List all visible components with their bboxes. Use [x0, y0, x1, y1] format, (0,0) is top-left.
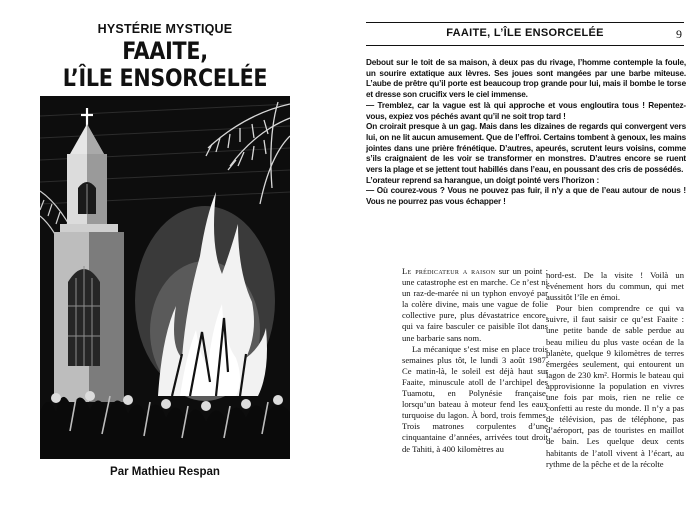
intro-paragraph: L’orateur reprend sa harangue, un doigt pointé vers l’horizon :: [366, 175, 600, 185]
title-line-2: L’ÎLE ENSORCELÉE: [62, 64, 268, 92]
body-paragraph: nord-est. De la visite ! Voilà un événement hors du commun, qui met aussitôt l’île en émoi.: [546, 270, 684, 303]
section-kicker: HYSTÉRIE MYSTIQUE: [97, 22, 233, 36]
running-header: [366, 22, 684, 46]
lead-in-rest: sur un point : une catastrophe est en marche. Ce n’est ni un raz-de-marée ni un typhon envoyé par la colère divine, mais une vague de folie collective pure, plus dévastatrice encore, qui va faire basculer ce paisible îlot dans une barbarie sans nom.: [402, 266, 548, 343]
intro-paragraph: On croirait presque à un gag. Mais dans les dizaines de regards qui convergent vers lui, on ne lit aucun amusement. Que de l’effroi. Certains tombent à genoux, les mains jointes dans une prière frénétique. D’autres, apeurés, scrutent leurs voisins, comme s’ils craignaient de les voir se transformer en monstres. D’autres encore se ruent vers la plage et se jettent tout habillés dans l’eau, en poussant des cris de possédés.: [366, 122, 686, 175]
author-byline: Par Mathieu Respan: [110, 466, 220, 478]
intro-text: [366, 58, 686, 208]
intro-paragraph: Debout sur le toit de sa maison, à deux pas du rivage, l’homme contemple la foule, un sourire extatique aux lèvres. Ses joues sont mangées par une barbe miteuse. L’aube de prêtre qu’il porte est beaucoup trop grande pour lui, mais il bombe le torse et dresse son crucifix vers le ciel immense.: [366, 58, 686, 100]
article-title: [58, 38, 273, 92]
intro-paragraph: — Tremblez, car la vague est là qui approche et vous engloutira tous ! Repentez-vous, expiez vos péchés avant qu’il ne soit trop tard !: [366, 100, 686, 121]
lead-in: Le prédicateur a raison: [402, 266, 496, 276]
page-number: 9: [676, 27, 682, 41]
body-paragraph: La mécanique s’est mise en place trois semaines plus tôt, le lundi 3 août 1987. Ce matin-là, le soleil est déjà haut sur Faaite, minuscule atoll de l’archipel des Tuamotu, en Polynésie française, lorsqu’un bateau à moteur fend les eaux turquoise du lagon. À bord, trois femmes. Trois matrones corpulentes d’une cinquantaine d’années, arrivées tout droit de Tahiti, à 400 kilomètres au: [402, 343, 548, 454]
title-line-1: FAAITE,: [122, 37, 208, 65]
body-column-1: [402, 266, 548, 455]
body-paragraph: [402, 266, 548, 344]
intro-paragraph: — Où courez-vous ? Vous ne pouvez pas fuir, il n’y a que de l’eau autour de nous ! Vous ne pourrez pas vous échapper !: [366, 186, 686, 207]
running-head-title: FAAITE, L’ÎLE ENSORCELÉE: [446, 27, 604, 39]
body-paragraph: Pour bien comprendre ce qui va suivre, il faut saisir ce qu’est Faaite : une petite bande de sable perdue au beau milieu du plus vaste océan de la planète, quelque 9 kilomètres de terres émergées seulement, qui entourent un lagon de 230 km². Hormis le bateau qui approvisionne la population en vivres une fois par mois, rien ne relie ce confetti au reste du monde. Il n’y a pas de télévision, pas de téléphone, pas d’aéroport, pas de touristes en maillot de bain. Les quelque deux cents habitants de l’atoll vivent à l’écart, au rythme de la pêche et de la récolte: [546, 303, 684, 469]
body-column-2: [546, 270, 684, 470]
church-fire-illustration-icon: [40, 96, 290, 459]
